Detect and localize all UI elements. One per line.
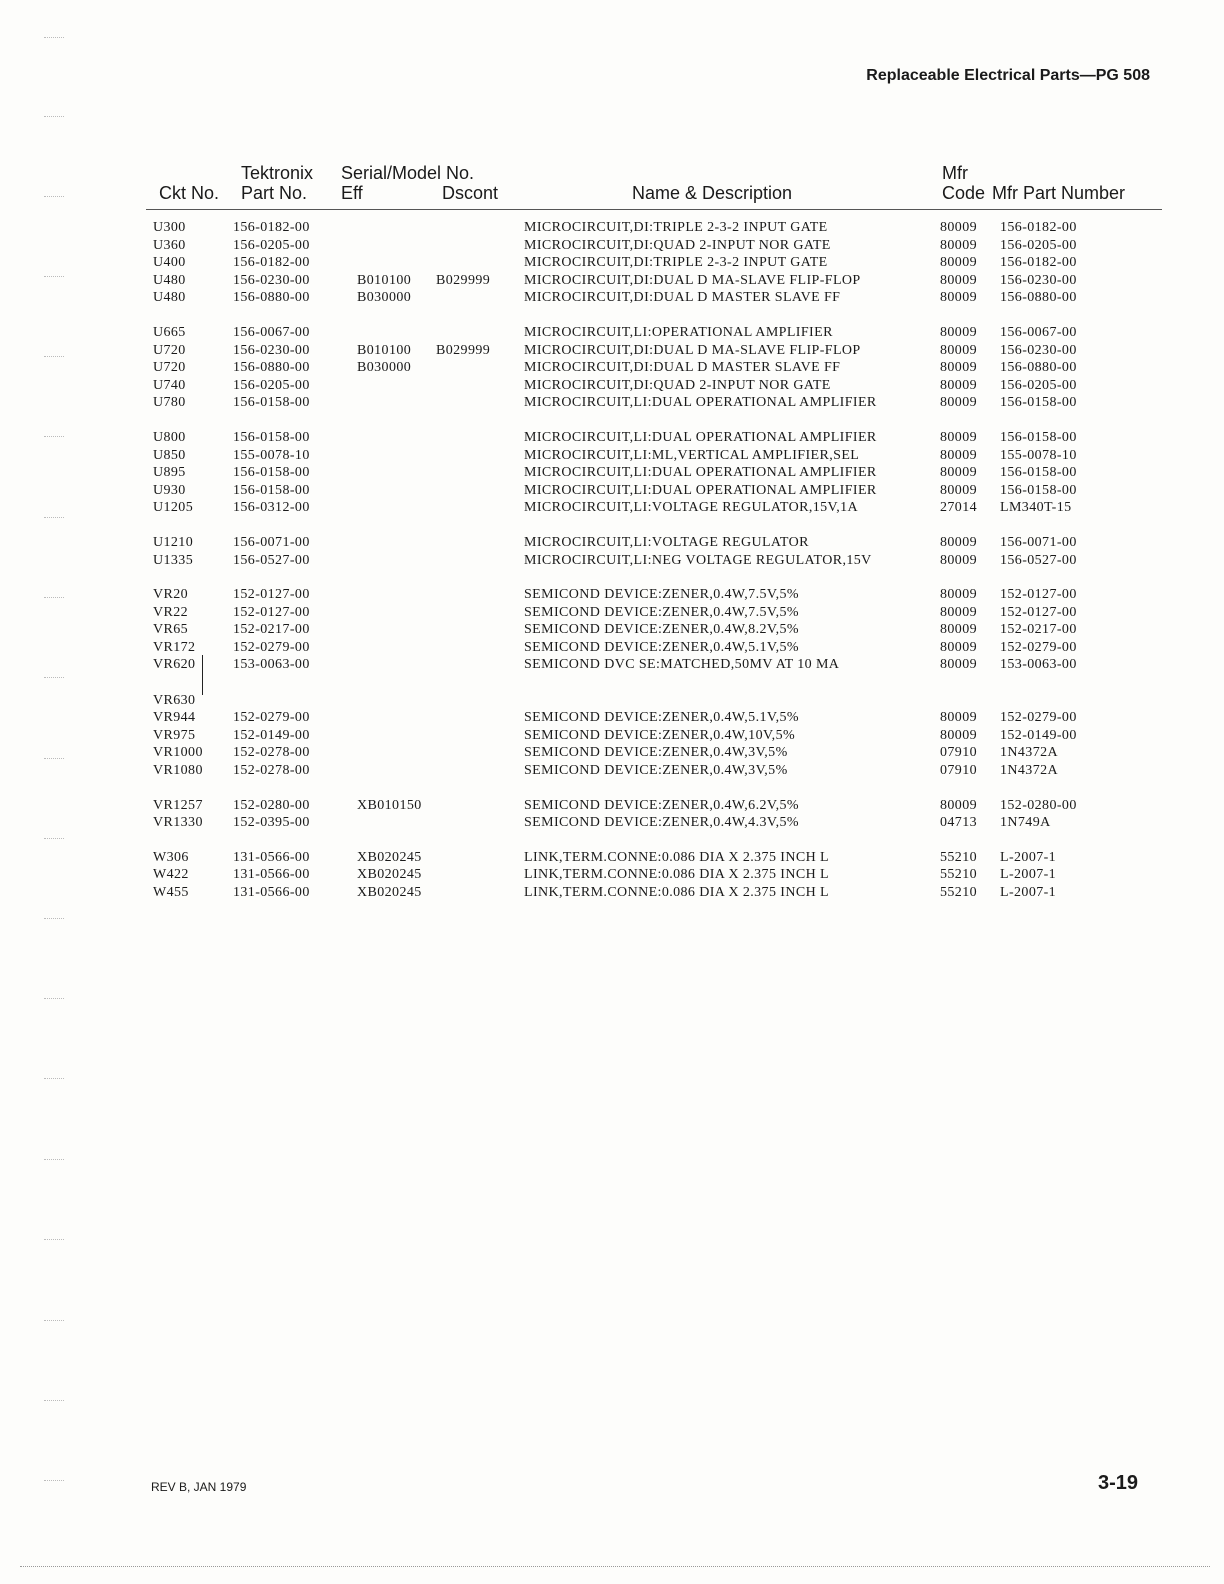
margin-mark	[44, 196, 64, 197]
cell-description: MICROCIRCUIT,LI:DUAL OPERATIONAL AMPLIFIER	[524, 482, 877, 498]
cell-part-no: 156-0182-00	[233, 220, 310, 235]
table-row	[0, 815, 1224, 833]
cell-mfr-code: 55210	[940, 867, 977, 883]
cell-description: LINK,TERM.CONNE:0.086 DIA X 2.375 INCH L	[524, 849, 829, 865]
cell-part-no: 152-0279-00	[233, 639, 310, 655]
cell-ckt-no: U780	[153, 395, 186, 411]
col-ckt-no: Ckt No.	[159, 183, 220, 203]
cell-mfr-part-number: 156-0205-00	[1000, 377, 1077, 393]
cell-ckt-no: VR1257	[153, 797, 203, 813]
table-row	[0, 325, 1224, 343]
cell-mfr-code: 27014	[940, 500, 977, 516]
cell-mfr-code: 80009	[940, 220, 977, 235]
cell-part-no: 156-0158-00	[233, 482, 310, 498]
table-row	[0, 448, 1224, 466]
col-name-description: Name & Description	[632, 183, 793, 203]
cell-description: SEMICOND DEVICE:ZENER,0.4W,3V,5%	[524, 745, 788, 761]
table-row	[0, 378, 1224, 396]
cell-ckt-no: VR65	[153, 622, 189, 638]
cell-part-no: 156-0880-00	[233, 360, 310, 376]
cell-mfr-code: 80009	[940, 710, 977, 726]
cell-mfr-code: 55210	[940, 885, 977, 900]
table-row	[0, 238, 1224, 256]
cell-part-no: 156-0071-00	[233, 534, 310, 550]
cell-mfr-part-number: LM340T-15	[1000, 500, 1072, 516]
cell-mfr-code: 80009	[940, 639, 977, 655]
cell-ckt-no: W455	[153, 885, 189, 900]
margin-mark	[44, 758, 64, 759]
cell-mfr-code: 80009	[940, 360, 977, 376]
cell-mfr-part-number: 152-0127-00	[1000, 587, 1077, 603]
cell-eff: B010100	[357, 272, 412, 288]
cell-part-no: 153-0063-00	[233, 657, 310, 673]
cell-ckt-no: VR1330	[153, 815, 203, 831]
cell-ckt-no: U895	[153, 465, 186, 481]
margin-mark	[44, 677, 64, 678]
table-row	[0, 867, 1224, 885]
header-rule	[146, 209, 1162, 210]
cell-description: LINK,TERM.CONNE:0.086 DIA X 2.375 INCH L	[524, 885, 829, 900]
cell-mfr-code: 07910	[940, 745, 977, 761]
cell-ckt-no: U400	[153, 255, 186, 271]
cell-part-no: 156-0205-00	[233, 237, 310, 253]
cell-mfr-part-number: 156-0158-00	[1000, 429, 1077, 445]
cell-ckt-no: U1205	[153, 500, 194, 516]
cell-mfr-code: 80009	[940, 377, 977, 393]
table-row	[0, 710, 1224, 728]
margin-mark	[44, 597, 64, 598]
cell-eff: B030000	[357, 360, 412, 376]
cell-description: MICROCIRCUIT,DI:DUAL D MA-SLAVE FLIP-FLOP	[524, 342, 861, 358]
row-group	[0, 430, 1224, 518]
cell-part-no: 131-0566-00	[233, 849, 310, 865]
row-group	[0, 587, 1224, 781]
cell-ckt-no: U480	[153, 290, 186, 306]
cell-ckt-no: W306	[153, 849, 189, 865]
col-mfr: Mfr	[942, 163, 968, 183]
margin-mark	[44, 1480, 64, 1481]
cell-ckt-no: U800	[153, 429, 186, 445]
cell-description: MICROCIRCUIT,LI:VOLTAGE REGULATOR	[524, 534, 809, 550]
table-row	[0, 605, 1224, 623]
cell-description: SEMICOND DEVICE:ZENER,0.4W,7.5V,5%	[524, 587, 799, 603]
col-tektronix: Tektronix	[241, 163, 314, 183]
margin-mark	[44, 838, 64, 839]
cell-mfr-code: 80009	[940, 447, 977, 463]
table-row	[0, 885, 1224, 903]
margin-mark	[44, 1400, 64, 1401]
cell-description: MICROCIRCUIT,LI:DUAL OPERATIONAL AMPLIFIER	[524, 465, 877, 481]
margin-mark	[44, 276, 64, 277]
cell-ckt-no: VR1000	[153, 745, 203, 761]
margin-mark	[44, 1159, 64, 1160]
table-row	[0, 745, 1224, 763]
cell-ckt-no: U480	[153, 272, 186, 288]
cell-mfr-code: 80009	[940, 255, 977, 271]
table-row	[0, 273, 1224, 291]
table-row	[0, 360, 1224, 378]
col-dscont: Dscont	[442, 183, 499, 203]
cell-mfr-code: 55210	[940, 849, 977, 865]
cell-part-no: 152-0217-00	[233, 622, 310, 638]
cell-mfr-part-number: 156-0182-00	[1000, 255, 1077, 271]
table-row	[0, 290, 1224, 308]
cell-description: MICROCIRCUIT,DI:DUAL D MASTER SLAVE FF	[524, 360, 841, 376]
cell-part-no: 156-0230-00	[233, 272, 310, 288]
cell-part-no: 156-0158-00	[233, 395, 310, 411]
cell-mfr-code: 80009	[940, 342, 977, 358]
cell-ckt-no: U740	[153, 377, 186, 393]
cell-description: SEMICOND DEVICE:ZENER,0.4W,5.1V,5%	[524, 710, 799, 726]
cell-description: SEMICOND DEVICE:ZENER,0.4W,3V,5%	[524, 763, 788, 779]
page-number: 3-19	[1097, 1472, 1138, 1494]
cell-part-no: 152-0278-00	[233, 745, 310, 761]
cell-part-no: 131-0566-00	[233, 867, 310, 883]
cell-mfr-part-number: 152-0279-00	[1000, 710, 1077, 726]
cell-mfr-code: 07910	[940, 763, 977, 779]
cell-description: SEMICOND DEVICE:ZENER,0.4W,8.2V,5%	[524, 622, 799, 638]
cell-mfr-code: 80009	[940, 622, 977, 638]
cell-description: SEMICOND DEVICE:ZENER,0.4W,7.5V,5%	[524, 604, 799, 620]
table-row	[0, 798, 1224, 816]
cell-mfr-part-number: 152-0217-00	[1000, 622, 1077, 638]
cell-mfr-part-number: 156-0158-00	[1000, 465, 1077, 481]
cell-part-no: 156-0182-00	[233, 255, 310, 271]
cell-description: LINK,TERM.CONNE:0.086 DIA X 2.375 INCH L	[524, 867, 829, 883]
cell-ckt-no: U720	[153, 342, 186, 358]
table-row	[0, 640, 1224, 658]
cell-part-no: 156-0067-00	[233, 324, 310, 340]
cell-ckt-no: VR1080	[153, 763, 203, 779]
cell-part-no: 155-0078-10	[233, 447, 310, 463]
cell-mfr-part-number: L-2007-1	[1000, 867, 1057, 883]
margin-mark	[44, 998, 64, 999]
cell-description: MICROCIRCUIT,LI:ML,VERTICAL AMPLIFIER,SEL	[524, 447, 860, 463]
cell-description: SEMICOND DEVICE:ZENER,0.4W,5.1V,5%	[524, 639, 799, 655]
table-row	[0, 587, 1224, 605]
row-group	[0, 220, 1224, 308]
cell-mfr-part-number: 1N749A	[1000, 815, 1051, 831]
cell-mfr-part-number: 156-0158-00	[1000, 395, 1077, 411]
table-row	[0, 675, 1224, 693]
cell-mfr-part-number: 156-0205-00	[1000, 237, 1077, 253]
margin-mark	[44, 116, 64, 117]
cell-mfr-part-number: 156-0182-00	[1000, 220, 1077, 235]
cell-part-no: 152-0395-00	[233, 815, 310, 831]
cell-mfr-part-number: 156-0230-00	[1000, 342, 1077, 358]
cell-description: MICROCIRCUIT,LI:VOLTAGE REGULATOR,15V,1A	[524, 500, 859, 516]
cell-ckt-no: U720	[153, 360, 186, 376]
cell-dscont: B029999	[436, 342, 491, 358]
table-row	[0, 483, 1224, 501]
cell-description: MICROCIRCUIT,DI:QUAD 2-INPUT NOR GATE	[524, 237, 831, 253]
cell-part-no: 131-0566-00	[233, 885, 310, 900]
margin-mark	[44, 517, 64, 518]
table-row	[0, 220, 1224, 238]
table-row	[0, 500, 1224, 518]
cell-mfr-code: 80009	[940, 657, 977, 673]
cell-mfr-code: 80009	[940, 797, 977, 813]
table-row	[0, 430, 1224, 448]
cell-mfr-part-number: 152-0149-00	[1000, 727, 1077, 743]
row-group	[0, 798, 1224, 833]
cell-dscont: B029999	[436, 272, 491, 288]
cell-description: SEMICOND DEVICE:ZENER,0.4W,10V,5%	[524, 727, 796, 743]
table-row	[0, 850, 1224, 868]
page-bottom-edge	[20, 1566, 1210, 1567]
cell-mfr-code: 80009	[940, 482, 977, 498]
cell-part-no: 156-0205-00	[233, 377, 310, 393]
cell-mfr-code: 80009	[940, 272, 977, 288]
cell-mfr-code: 80009	[940, 324, 977, 340]
cell-part-no: 156-0158-00	[233, 465, 310, 481]
cell-part-no: 152-0127-00	[233, 604, 310, 620]
cell-description: MICROCIRCUIT,DI:DUAL D MASTER SLAVE FF	[524, 290, 841, 306]
margin-mark	[44, 436, 64, 437]
cell-part-no: 156-0230-00	[233, 342, 310, 358]
cell-ckt-no: VR22	[153, 604, 189, 620]
cell-eff: B010100	[357, 342, 412, 358]
cell-description: SEMICOND DEVICE:ZENER,0.4W,4.3V,5%	[524, 815, 799, 831]
cell-description: SEMICOND DVC SE:MATCHED,50MV AT 10 MA	[524, 657, 840, 673]
cell-mfr-code: 80009	[940, 465, 977, 481]
cell-description: MICROCIRCUIT,DI:TRIPLE 2-3-2 INPUT GATE	[524, 255, 828, 271]
parts-table	[0, 220, 1224, 920]
cell-description: MICROCIRCUIT,LI:DUAL OPERATIONAL AMPLIFIER	[524, 429, 877, 445]
cell-ckt-no: VR620	[153, 657, 196, 673]
cell-mfr-part-number: L-2007-1	[1000, 885, 1057, 900]
cell-mfr-part-number: 155-0078-10	[1000, 447, 1077, 463]
cell-ckt-no: U850	[153, 447, 186, 463]
margin-mark	[44, 1239, 64, 1240]
cell-description: MICROCIRCUIT,LI:DUAL OPERATIONAL AMPLIFIER	[524, 395, 877, 411]
margin-mark	[44, 1320, 64, 1321]
cell-mfr-code: 80009	[940, 552, 977, 568]
cell-ckt-no: VR20	[153, 587, 189, 603]
cell-ckt-no: U300	[153, 220, 186, 235]
table-row	[0, 255, 1224, 273]
cell-mfr-code: 80009	[940, 237, 977, 253]
col-mfr-part-number: Mfr Part Number	[992, 183, 1126, 203]
cell-description: MICROCIRCUIT,LI:OPERATIONAL AMPLIFIER	[524, 324, 833, 340]
table-row	[0, 343, 1224, 361]
cell-ckt-no: VR630	[153, 692, 196, 708]
cell-part-no: 152-0127-00	[233, 587, 310, 603]
cell-ckt-no: U360	[153, 237, 186, 253]
cell-mfr-part-number: 152-0280-00	[1000, 797, 1077, 813]
revision-note: REV B, JAN 1979	[151, 1480, 247, 1494]
cell-eff: B030000	[357, 290, 412, 306]
cell-ckt-no: U1335	[153, 552, 194, 568]
cell-mfr-code: 80009	[940, 290, 977, 306]
cell-mfr-part-number: 156-0880-00	[1000, 360, 1077, 376]
margin-mark	[44, 1078, 64, 1079]
cell-eff: XB020245	[357, 849, 422, 865]
cell-mfr-code: 80009	[940, 395, 977, 411]
cell-mfr-part-number: 156-0880-00	[1000, 290, 1077, 306]
cell-mfr-code: 80009	[940, 587, 977, 603]
cell-mfr-code: 80009	[940, 429, 977, 445]
cell-description: MICROCIRCUIT,LI:NEG VOLTAGE REGULATOR,15V	[524, 552, 872, 568]
cell-mfr-part-number: L-2007-1	[1000, 849, 1057, 865]
col-part-no: Part No.	[241, 183, 308, 203]
cell-mfr-part-number: 156-0158-00	[1000, 482, 1077, 498]
cell-part-no: 152-0278-00	[233, 763, 310, 779]
row-group	[0, 325, 1224, 413]
cell-eff: XB010150	[357, 797, 422, 813]
cell-part-no: 152-0149-00	[233, 727, 310, 743]
margin-mark	[44, 356, 64, 357]
col-serial-model: Serial/Model No.	[341, 163, 475, 183]
cell-ckt-no: U1210	[153, 534, 194, 550]
cell-part-no: 156-0880-00	[233, 290, 310, 306]
table-row	[0, 622, 1224, 640]
cell-mfr-part-number: 1N4372A	[1000, 763, 1059, 779]
table-row	[0, 465, 1224, 483]
cell-eff: XB020245	[357, 885, 422, 900]
cell-ckt-no: VR975	[153, 727, 196, 743]
cell-mfr-code: 80009	[940, 604, 977, 620]
page-header-title: Replaceable Electrical Parts—PG 508	[866, 67, 1150, 84]
cell-mfr-part-number: 156-0230-00	[1000, 272, 1077, 288]
cell-description: MICROCIRCUIT,DI:DUAL D MA-SLAVE FLIP-FLOP	[524, 272, 861, 288]
cell-mfr-part-number: 156-0067-00	[1000, 324, 1077, 340]
cell-mfr-part-number: 152-0127-00	[1000, 604, 1077, 620]
cell-description: MICROCIRCUIT,DI:TRIPLE 2-3-2 INPUT GATE	[524, 220, 828, 235]
cell-part-no: 152-0279-00	[233, 710, 310, 726]
cell-part-no: 156-0158-00	[233, 429, 310, 445]
cell-mfr-code: 80009	[940, 727, 977, 743]
table-row	[0, 763, 1224, 781]
table-row	[0, 693, 1224, 711]
cell-part-no: 152-0280-00	[233, 797, 310, 813]
cell-ckt-no: U930	[153, 482, 186, 498]
cell-mfr-part-number: 156-0071-00	[1000, 534, 1077, 550]
col-eff: Eff	[341, 183, 363, 203]
cell-mfr-code: 80009	[940, 534, 977, 550]
cell-part-no: 156-0527-00	[233, 552, 310, 568]
margin-mark	[44, 918, 64, 919]
table-row	[0, 553, 1224, 571]
cell-description: SEMICOND DEVICE:ZENER,0.4W,6.2V,5%	[524, 797, 799, 813]
cell-description: MICROCIRCUIT,DI:QUAD 2-INPUT NOR GATE	[524, 377, 831, 393]
table-row	[0, 395, 1224, 413]
cell-mfr-part-number: 153-0063-00	[1000, 657, 1077, 673]
cell-eff: XB020245	[357, 867, 422, 883]
cell-ckt-no: W422	[153, 867, 189, 883]
cell-mfr-part-number: 156-0527-00	[1000, 552, 1077, 568]
cell-mfr-part-number: 152-0279-00	[1000, 639, 1077, 655]
margin-mark	[44, 37, 64, 38]
cell-mfr-part-number: 1N4372A	[1000, 745, 1059, 761]
cell-ckt-no: VR944	[153, 710, 196, 726]
cell-ckt-no: VR172	[153, 639, 196, 655]
col-mfr-code: Code	[942, 183, 986, 203]
cell-mfr-code: 04713	[940, 815, 977, 831]
cell-ckt-no: U665	[153, 324, 186, 340]
table-row	[0, 728, 1224, 746]
cell-part-no: 156-0312-00	[233, 500, 310, 516]
table-row	[0, 535, 1224, 553]
row-group	[0, 850, 1224, 903]
row-group	[0, 535, 1224, 570]
table-row	[0, 657, 1224, 675]
